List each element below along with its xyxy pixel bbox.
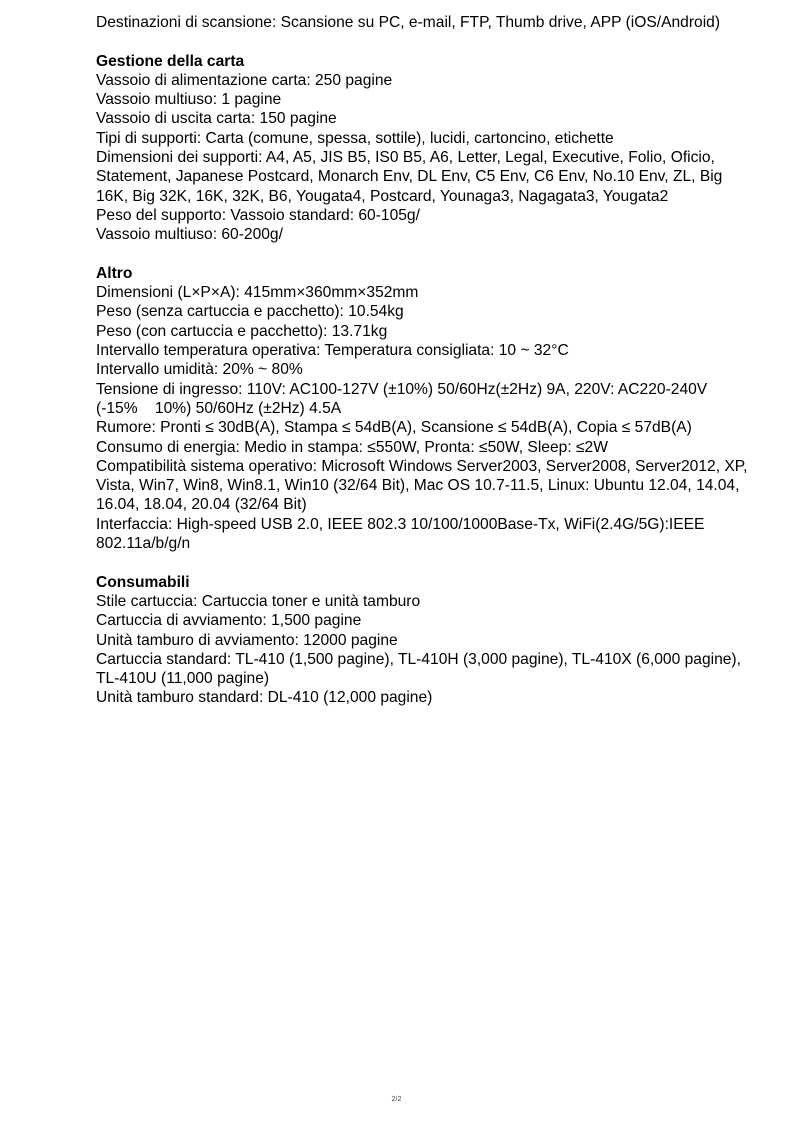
spec-line: Tensione di ingresso: 110V: AC100-127V (±10%) 50/60Hz(±2Hz) 9A, 220V: AC220-240V (-15% 10%) 50/60Hz (±2Hz) 4.5A [96,380,708,417]
spec-line: Intervallo umidità: 20% ~ 80% [96,361,303,379]
spec-line: Consumo di energia: Medio in stampa: ≤550W, Pronta: ≤50W, Sleep: ≤2W [96,438,608,456]
section-paper-handling [96,52,756,245]
section-title: Gestione della carta [96,52,245,70]
spec-line: Peso (senza cartuccia e pacchetto): 10.54kg [96,303,404,321]
spec-line: Unità tamburo di avviamento: 12000 pagine [96,631,398,649]
spec-line: Dimensioni dei supporti: A4, A5, JIS B5, IS0 B5, A6, Letter, Legal, Executive, Folio, Oficio, Statement, Japanese Postcard, Monarch Env, DL Env, C5 Env, C6 Env, No.10 Env, ZL, Big 16K, Big 32K, 16K, 32K, B6, Yougata4, Postcard, Younaga3, Nagagata3, Yougata2 [96,149,723,205]
spec-line: Unità tamburo standard: DL-410 (12,000 pagine) [96,689,433,707]
section-other [96,264,756,553]
section-title: Consumabili [96,573,190,591]
spec-line: Tipi di supporti: Carta (comune, spessa, sottile), lucidi, cartoncino, etichette [96,129,614,147]
spec-line: Cartuccia standard: TL-410 (1,500 pagine), TL-410H (3,000 pagine), TL-410X (6,000 pagine), TL-410U (11,000 pagine) [96,650,741,688]
document-body [96,13,756,708]
spec-line: Interfaccia: High-speed USB 2.0, IEEE 802.3 10/100/1000Base-Tx, WiFi(2.4G/5G):IEEE 802.11a/b/g/n [96,515,705,553]
scan-destinations-line: Destinazioni di scansione: Scansione su PC, e-mail, FTP, Thumb drive, APP (iOS/Android) [96,14,721,31]
section-title: Altro [96,264,133,282]
spec-line: Stile cartuccia: Cartuccia toner e unità tamburo [96,592,421,610]
spec-line: Vassoio multiuso: 60-200g/ [96,226,283,244]
spec-line: Peso del supporto: Vassoio standard: 60-105g/ [96,206,420,224]
spec-line: Intervallo temperatura operativa: Temperatura consigliata: 10 ~ 32°C [96,342,569,360]
section-consumables [96,573,756,708]
spec-line: Peso (con cartuccia e pacchetto): 13.71kg [96,322,388,340]
spec-line: Dimensioni (L×P×A): 415mm×360mm×352mm [96,284,419,302]
spec-line: Rumore: Pronti ≤ 30dB(A), Stampa ≤ 54dB(A), Scansione ≤ 54dB(A), Copia ≤ 57dB(A) [96,419,692,437]
spec-line: Vassoio di alimentazione carta: 250 pagine [96,71,393,89]
spec-line: Cartuccia di avviamento: 1,500 pagine [96,612,362,630]
spec-line: Compatibilità sistema operativo: Microsoft Windows Server2003, Server2008, Server2012, XP, Vista, Win7, Win8, Win8.1, Win10 (32/64 Bit), Mac OS 10.7-11.5, Linux: Ubuntu 12.04, 14.04, 16.04, 18.04, 20.04 (32/64 Bit) [96,457,748,514]
spec-line: Vassoio di uscita carta: 150 pagine [96,110,337,128]
spec-line: Vassoio multiuso: 1 pagine [96,91,282,109]
page-number: 2/2 [391,1096,402,1103]
